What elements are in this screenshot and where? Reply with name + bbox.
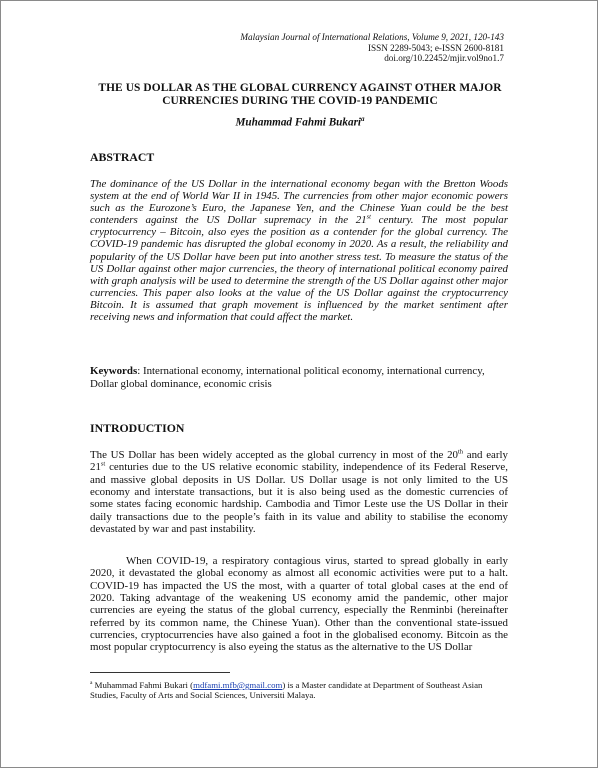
issn-line: ISSN 2289-5043; e-ISSN 2600-8181 [367,42,504,53]
abstract-text [90,178,508,323]
footnote-text: ) is a Master candidate at Department of Southeast Asian Studies, Faculty of Arts and Social Sciences, Universiti Malaya. [90,679,483,701]
keywords-label: Keywords [90,365,138,377]
footnote-marker: a [90,680,93,686]
introduction-heading: INTRODUCTION [90,421,185,435]
footnote-name: Muhammad Fahmi Bukari ( [92,679,194,690]
intro-p1-sup-2: st [100,460,106,468]
author-name: Muhammad Fahmi Bukari [235,116,362,129]
intro-p1-text-a: The US Dollar has been widely accepted as the global currency in most of the 20 [90,449,458,461]
abstract-text-part-2: century. The most popular cryptocurrency – Bitcoin, also eyes the position as a contender for the global currency. The COVID-19 pandemic has disrupted the global economy in 2020. As a result, the reliability and popularity of the US Dollar have been put into another stress test. To measure the status of the US Dollar against other major currencies, the theory of international political economy paired with graph analysis will be used to determine the strength of the US Dollar against other major currencies. This paper also looks at the value of the US Dollar against the cryptocurrency Bitcoin. It is assumed that graph movement is influenced by the market sentiment after receiving news and information that could affect the market. [90,214,508,324]
abstract-text-part-1: The dominance of the US Dollar in the international economy began with the Bretton Woods system at the end of World War II in 1945. The currencies from other major economic powers such as the Eurozone’s Euro, the Japanese Yen, and the Chinese Yuan could be the best contenders against the US Dollar supremacy in the 21 [90,178,508,227]
journal-header [240,32,504,64]
doi-line: doi.org/10.22452/mjir.vol9no1.7 [384,53,504,64]
journal-citation: Malaysian Journal of International Relations, Volume 9, 2021, 120-143 [240,32,504,42]
author-line [84,115,516,129]
paper-title [84,82,516,109]
intro-p1-sup-1: th [457,448,464,456]
intro-p1-text-c: centuries due to the US relative economic stability, independence of its Federal Reserve, and massive global deposits in US Dollar. US Dollar usage is not only limited to the US economy and interstate transactions, but it is also being used as the domestic currencies of some states facing economic hardship. Cambodia and Timor Leste use the US Dollar in their daily transactions due to the people’s faith in its value and ability to stabilise the economy devastated by war and past instability. [90,461,508,536]
abstract-heading: ABSTRACT [90,150,155,164]
keywords [90,365,508,392]
title-line-2: CURRENCIES DURING THE COVID-19 PANDEMIC [162,95,438,108]
author-email-link[interactable]: mdfami.mfb@gmail.com [193,679,283,690]
introduction-paragraph-2: When COVID-19, a respiratory contagious virus, started to spread globally in early 2020, it devastated the global economy as almost all economic activities were put to a halt. COVID-19 has impacted the US the most, with a quarter of total global cases at the end of 2020. Taking advantage of the weakening US economy amid the pandemic, other major currencies are eyeing the status of the global currency, especially the Renminbi (hereinafter referred by its common name, the Chinese Yuan). Other than the conventional state-issued currencies, cryptocurrencies have also gained a foot in the globalised economy. Bitcoin as the most popular cryptocurrency is also eyeing the status as the alternative to the US Dollar [90,555,508,654]
title-line-1: THE US DOLLAR AS THE GLOBAL CURRENCY AGAINST OTHER MAJOR [98,82,502,94]
abstract-superscript: st [366,213,371,221]
keywords-text: : International economy, international political economy, international currency, Dollar global dominance, economic crisis [90,365,485,391]
intro-p1-text-b: and early 21 [90,449,508,474]
footnote [90,678,510,701]
introduction-paragraph-1 [90,449,508,535]
footnote-rule [90,672,230,673]
author-footnote-marker: a [361,115,365,123]
